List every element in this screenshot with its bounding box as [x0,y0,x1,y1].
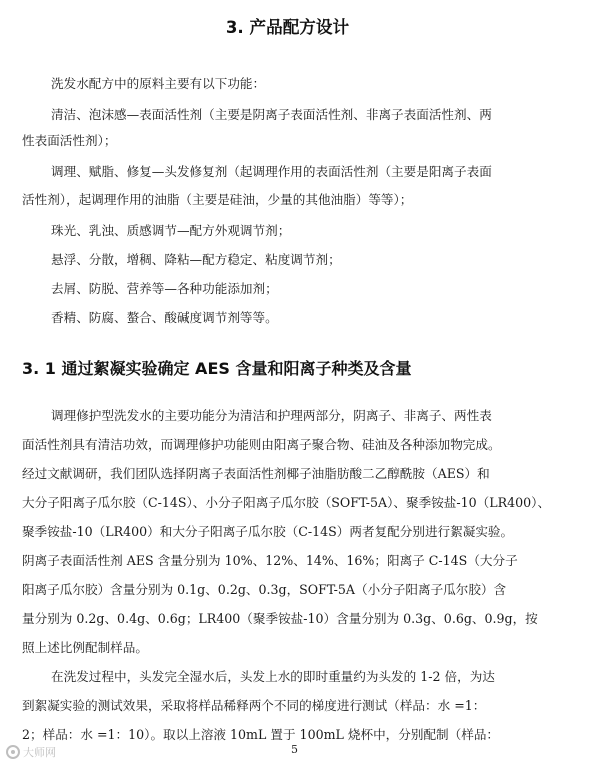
function-line: 调理、赋脂、修复—头发修复剂（起调理作用的表面活性剂（主要是阳离子表面 [51,164,492,179]
paragraph-line: 阴离子表面活性剂 AES 含量分别为 10%、12%、14%、16%；阳离子 C-14S（大分子 [22,553,518,568]
function-line: 珠光、乳浊、质感调节—配方外观调节剂； [51,223,291,238]
paragraph-line: 到絮凝实验的测试效果，采取将样品稀释两个不同的梯度进行测试（样品：水 =1： [22,698,486,713]
function-line: 清洁、泡沫感—表面活性剂（主要是阴离子表面活性剂、非离子表面活性剂、两 [51,107,492,122]
intro-text: 洗发水配方中的原料主要有以下功能： [51,76,266,91]
paragraph-line: 经过文献调研，我们团队选择阴离子表面活性剂椰子油脂肪酸二乙醇酰胺（AES）和 [22,466,490,481]
function-line: 性表面活性剂）； [22,133,117,148]
paragraph-line: 面活性剂具有清洁功效，而调理修护功能则由阳离子聚合物、硅油及各种添加物完成。 [22,437,501,452]
paragraph-line: 聚季铵盐-10（LR400）和大分子阳离子瓜尔胶（C-14S）两者复配分别进行絮凝实验。 [22,524,514,539]
paragraph-line: 照上述比例配制样品。 [22,640,148,655]
function-line: 去屑、防脱、营养等—各种功能添加剂； [51,281,278,296]
function-line: 香精、防腐、螯合、酸碱度调节剂等等。 [51,310,278,325]
paragraph-line: 在洗发过程中，头发完全湿水后，头发上水的即时重量约为头发的 1-2 倍，为达 [51,669,495,684]
paragraph-line: 量分别为 0.2g、0.4g、0.6g；LR400（聚季铵盐-10）含量分别为 0.3g、0.6g、0.9g，按 [22,611,538,626]
function-line: 活性剂），起调理作用的油脂（主要是硅油，少量的其他油脂）等等）； [22,192,413,207]
watermark-text: 大师网 [23,746,56,759]
function-line: 悬浮、分散，增稠、降粘—配方稳定、粘度调节剂； [51,252,341,267]
subsection-title: 3. 1 通过絮凝实验确定 AES 含量和阳离子种类及含量 [22,359,412,378]
paragraph-line: 阳离子瓜尔胶）含量分别为 0.1g、0.2g、0.3g，SOFT-5A（小分子阳离子瓜尔胶）含 [22,582,507,597]
section-title: 3. 产品配方设计 [225,18,350,38]
watermark [6,744,56,760]
paragraph-line: 2；样品：水 =1：10）。取以上溶液 10mL 置于 100mL 烧杯中，分别配制（样品： [22,727,500,742]
watermark-logo-icon [6,745,20,759]
paragraph-line: 大分子阳离子瓜尔胶（C-14S）、小分子阳离子瓜尔胶（SOFT-5A）、聚季铵盐-10（LR400）、 [22,495,551,510]
page-number: 5 [291,743,298,756]
paragraph-line: 调理修护型洗发水的主要功能分为清洁和护理两部分，阴离子、非离子、两性表 [51,408,492,423]
